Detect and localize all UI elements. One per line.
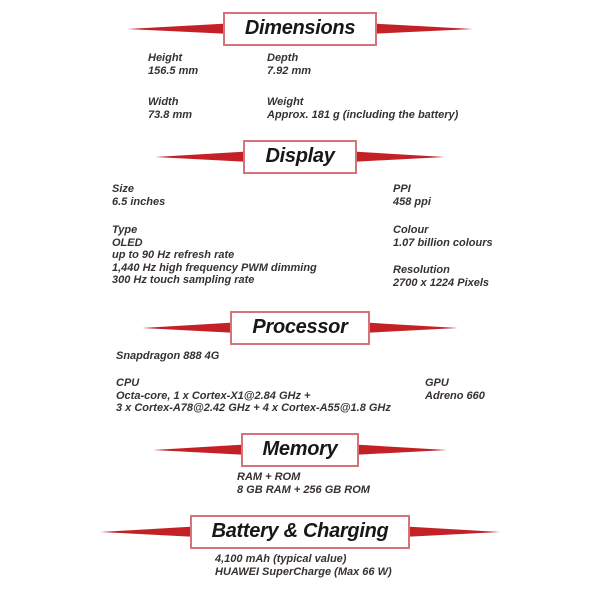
display-size-group xyxy=(112,183,165,208)
depth-value: 7.92 mm xyxy=(267,64,312,77)
type-line: up to 90 Hz refresh rate xyxy=(112,249,235,262)
ribbon-left-tail-icon xyxy=(153,444,241,456)
section-title-processor: Processor xyxy=(230,311,369,345)
display-resolution-group xyxy=(393,264,489,289)
type-line: OLED xyxy=(112,236,143,249)
height-label: Height xyxy=(148,52,183,64)
ribbon-right-tail-icon xyxy=(357,151,445,163)
colour-value: 1.07 billion colours xyxy=(393,236,493,249)
ribbon-left-tail-icon xyxy=(100,526,190,538)
ppi-label: PPI xyxy=(393,183,411,195)
type-line: 1,440 Hz high frequency PWM dimming xyxy=(112,261,317,274)
section-header-processor xyxy=(0,311,600,345)
depth-label: Depth xyxy=(267,52,299,64)
ribbon-right-tail-icon xyxy=(359,444,447,456)
ppi-value: 458 ppi xyxy=(393,195,431,208)
ribbon-right-tail-icon xyxy=(410,526,500,538)
processor-gpu-group xyxy=(425,377,485,402)
section-header-dimensions xyxy=(0,12,600,46)
ram-value: 8 GB RAM + 256 GB ROM xyxy=(237,483,370,496)
memory-ram-group xyxy=(237,471,370,496)
section-header-memory xyxy=(0,433,600,467)
type-line: 300 Hz touch sampling rate xyxy=(112,274,255,287)
battery-charging: HUAWEI SuperCharge (Max 66 W) xyxy=(215,565,392,578)
cpu-line: Octa-core, 1 x Cortex-X1@2.84 GHz + xyxy=(116,389,311,402)
display-ppi-group xyxy=(393,183,431,208)
dimensions-height-group xyxy=(148,52,198,77)
display-colour-group xyxy=(393,224,493,249)
weight-label: Weight xyxy=(267,96,304,108)
section-title-memory: Memory xyxy=(241,433,360,467)
dimensions-weight-group xyxy=(267,96,458,121)
width-value: 73.8 mm xyxy=(148,108,193,121)
resolution-value: 2700 x 1224 Pixels xyxy=(393,276,490,289)
type-label: Type xyxy=(112,224,138,236)
section-title-battery: Battery & Charging xyxy=(190,515,411,549)
battery-info-group xyxy=(215,553,392,578)
section-header-display xyxy=(0,140,600,174)
display-type-group xyxy=(112,224,317,287)
colour-label: Colour xyxy=(393,224,429,236)
ribbon-left-tail-icon xyxy=(155,151,243,163)
section-header-battery xyxy=(0,515,600,549)
ribbon-left-tail-icon xyxy=(127,23,223,35)
processor-chipset: Snapdragon 888 4G xyxy=(116,350,220,362)
dimensions-depth-group xyxy=(267,52,311,77)
height-value: 156.5 mm xyxy=(148,64,199,77)
gpu-label: GPU xyxy=(425,377,449,389)
cpu-label: CPU xyxy=(116,377,140,389)
processor-cpu-group xyxy=(116,377,391,415)
battery-capacity: 4,100 mAh (typical value) xyxy=(215,553,347,565)
weight-value: Approx. 181 g (including the battery) xyxy=(267,108,459,121)
dimensions-width-group xyxy=(148,96,192,121)
resolution-label: Resolution xyxy=(393,264,450,276)
cpu-line: 3 x Cortex-A78@2.42 GHz + 4 x Cortex-A55@1.8 GHz xyxy=(116,402,391,415)
section-title-dimensions: Dimensions xyxy=(223,12,377,46)
gpu-value: Adreno 660 xyxy=(425,389,485,402)
size-label: Size xyxy=(112,183,135,195)
ribbon-right-tail-icon xyxy=(377,23,473,35)
width-label: Width xyxy=(148,96,179,108)
ribbon-right-tail-icon xyxy=(370,322,458,334)
ram-label: RAM + ROM xyxy=(237,471,301,483)
size-value: 6.5 inches xyxy=(112,195,166,208)
section-title-display: Display xyxy=(243,140,356,174)
ribbon-left-tail-icon xyxy=(142,322,230,334)
